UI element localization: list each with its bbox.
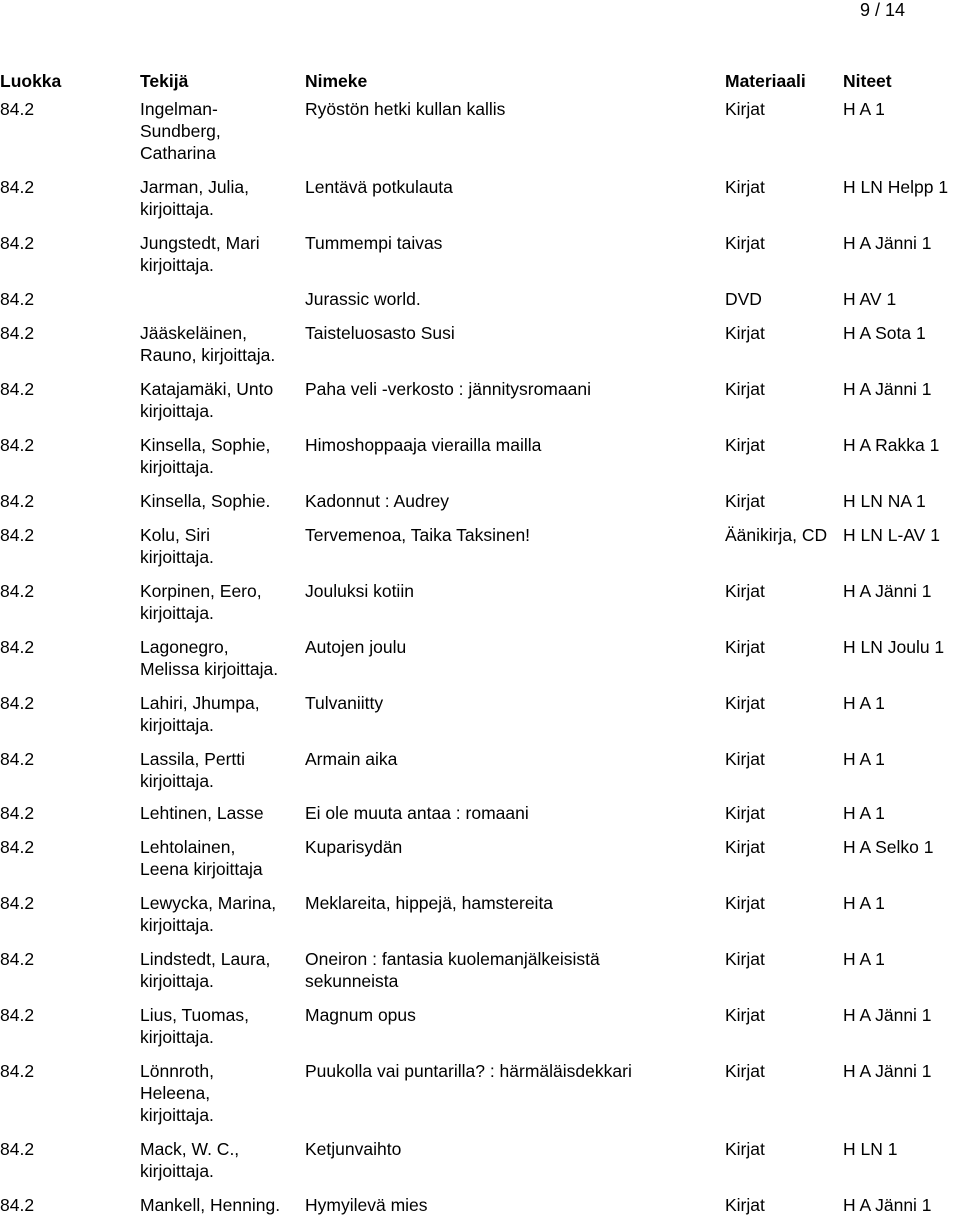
cell-materiaali: Kirjat bbox=[725, 99, 765, 119]
cell-nimeke: Lentävä potkulauta bbox=[305, 177, 453, 197]
cell-nimeke: Hymyilevä mies bbox=[305, 1195, 428, 1215]
cell-nimeke: Himoshoppaaja vierailla mailla bbox=[305, 435, 542, 455]
cell-tekija: Lassila, Pertti kirjoittaja. bbox=[140, 749, 246, 791]
cell-nimeke: Oneiron : fantasia kuolemanjälkeisistä sekunneista bbox=[305, 949, 600, 991]
cell-nimeke: Autojen joulu bbox=[305, 637, 407, 657]
cell-materiaali: Kirjat bbox=[725, 435, 765, 455]
cell-nimeke: Tervemenoa, Taika Taksinen! bbox=[305, 525, 531, 545]
cell-nimeke: Paha veli -verkosto : jännitysromaani bbox=[305, 379, 591, 399]
cell-tekija: Ingelman- Sundberg, Catharina bbox=[140, 99, 221, 163]
cell-niteet: H A 1 bbox=[843, 949, 885, 969]
cell-niteet: H LN NA 1 bbox=[843, 491, 926, 511]
cell-tekija: Lehtolainen, Leena kirjoittaja bbox=[140, 837, 263, 879]
cell-nimeke: Armain aika bbox=[305, 749, 398, 769]
cell-materiaali: Kirjat bbox=[725, 1195, 765, 1215]
header-nimeke: Nimeke bbox=[305, 71, 368, 91]
cell-luokka: 84.2 bbox=[0, 379, 35, 399]
cell-niteet: H A 1 bbox=[843, 749, 885, 769]
cell-nimeke: Taisteluosasto Susi bbox=[305, 323, 455, 343]
cell-materiaali: Kirjat bbox=[725, 949, 765, 969]
cell-materiaali: Kirjat bbox=[725, 693, 765, 713]
cell-niteet: H A Jänni 1 bbox=[843, 379, 932, 399]
cell-nimeke: Kuparisydän bbox=[305, 837, 403, 857]
cell-nimeke: Magnum opus bbox=[305, 1005, 416, 1025]
cell-tekija: Lehtinen, Lasse bbox=[140, 803, 264, 823]
cell-tekija: Jungstedt, Mari kirjoittaja. bbox=[140, 233, 260, 275]
cell-luokka: 84.2 bbox=[0, 1005, 35, 1025]
cell-materiaali: Kirjat bbox=[725, 177, 765, 197]
cell-tekija: Mack, W. C., kirjoittaja. bbox=[140, 1139, 240, 1181]
cell-tekija: Mankell, Henning. bbox=[140, 1195, 281, 1215]
table-header bbox=[0, 70, 960, 94]
page-number: 9 / 14 bbox=[859, 0, 905, 20]
cell-luokka: 84.2 bbox=[0, 233, 35, 253]
cell-materiaali: Kirjat bbox=[725, 1061, 765, 1081]
cell-nimeke: Jurassic world. bbox=[305, 289, 421, 309]
header-materiaali: Materiaali bbox=[725, 71, 806, 91]
cell-luokka: 84.2 bbox=[0, 1195, 35, 1215]
cell-niteet: H A 1 bbox=[843, 803, 885, 823]
cell-niteet: H A 1 bbox=[843, 693, 885, 713]
cell-tekija: Jääskeläinen, Rauno, kirjoittaja. bbox=[140, 323, 276, 365]
cell-niteet: H A Jänni 1 bbox=[843, 581, 932, 601]
cell-materiaali: Äänikirja, CD bbox=[725, 525, 828, 545]
cell-materiaali: Kirjat bbox=[725, 803, 765, 823]
cell-luokka: 84.2 bbox=[0, 637, 35, 657]
cell-niteet: H A Jänni 1 bbox=[843, 1061, 932, 1081]
cell-niteet: H A Jänni 1 bbox=[843, 1005, 932, 1025]
cell-niteet: H A Rakka 1 bbox=[843, 435, 940, 455]
cell-materiaali: Kirjat bbox=[725, 491, 765, 511]
cell-niteet: H A Jänni 1 bbox=[843, 1195, 932, 1215]
cell-tekija: Katajamäki, Unto kirjoittaja. bbox=[140, 379, 274, 421]
header-tekija: Tekijä bbox=[140, 71, 189, 91]
cell-niteet: H LN Helpp 1 bbox=[843, 177, 949, 197]
cell-materiaali: Kirjat bbox=[725, 893, 765, 913]
cell-niteet: H LN 1 bbox=[843, 1139, 898, 1159]
cell-niteet: H A Jänni 1 bbox=[843, 233, 932, 253]
cell-tekija: Kinsella, Sophie, kirjoittaja. bbox=[140, 435, 271, 477]
cell-niteet: H AV 1 bbox=[843, 289, 897, 309]
cell-nimeke: Jouluksi kotiin bbox=[305, 581, 414, 601]
cell-luokka: 84.2 bbox=[0, 525, 35, 545]
cell-tekija: Lewycka, Marina, kirjoittaja. bbox=[140, 893, 277, 935]
cell-materiaali: DVD bbox=[725, 289, 762, 309]
header-niteet: Niteet bbox=[843, 71, 892, 91]
cell-materiaali: Kirjat bbox=[725, 1139, 765, 1159]
header-luokka: Luokka bbox=[0, 71, 62, 91]
cell-luokka: 84.2 bbox=[0, 1061, 35, 1081]
cell-luokka: 84.2 bbox=[0, 893, 35, 913]
cell-niteet: H A Sota 1 bbox=[843, 323, 926, 343]
cell-tekija: Lius, Tuomas, kirjoittaja. bbox=[140, 1005, 249, 1047]
cell-materiaali: Kirjat bbox=[725, 749, 765, 769]
cell-nimeke: Tulvaniitty bbox=[305, 693, 384, 713]
cell-nimeke: Ryöstön hetki kullan kallis bbox=[305, 99, 506, 119]
cell-luokka: 84.2 bbox=[0, 177, 35, 197]
cell-nimeke: Tummempi taivas bbox=[305, 233, 443, 253]
cell-luokka: 84.2 bbox=[0, 435, 35, 455]
cell-niteet: H LN Joulu 1 bbox=[843, 637, 945, 657]
cell-materiaali: Kirjat bbox=[725, 837, 765, 857]
cell-tekija: Kolu, Siri kirjoittaja. bbox=[140, 525, 214, 567]
cell-tekija: Kinsella, Sophie. bbox=[140, 491, 271, 511]
cell-materiaali: Kirjat bbox=[725, 637, 765, 657]
cell-niteet: H A Selko 1 bbox=[843, 837, 934, 857]
cell-luokka: 84.2 bbox=[0, 491, 35, 511]
cell-materiaali: Kirjat bbox=[725, 323, 765, 343]
cell-materiaali: Kirjat bbox=[725, 581, 765, 601]
cell-luokka: 84.2 bbox=[0, 289, 35, 309]
cell-luokka: 84.2 bbox=[0, 581, 35, 601]
cell-materiaali: Kirjat bbox=[725, 233, 765, 253]
cell-nimeke: Puukolla vai puntarilla? : härmäläisdekkari bbox=[305, 1061, 632, 1081]
cell-tekija: Lönnroth, Heleena, kirjoittaja. bbox=[140, 1061, 214, 1125]
cell-nimeke: Ketjunvaihto bbox=[305, 1139, 402, 1159]
cell-luokka: 84.2 bbox=[0, 949, 35, 969]
cell-niteet: H LN L-AV 1 bbox=[843, 525, 940, 545]
cell-tekija: Lindstedt, Laura, kirjoittaja. bbox=[140, 949, 271, 991]
cell-nimeke: Kadonnut : Audrey bbox=[305, 491, 449, 511]
cell-luokka: 84.2 bbox=[0, 837, 35, 857]
cell-luokka: 84.2 bbox=[0, 803, 35, 823]
cell-materiaali: Kirjat bbox=[725, 1005, 765, 1025]
cell-tekija: Lahiri, Jhumpa, kirjoittaja. bbox=[140, 693, 260, 735]
cell-luokka: 84.2 bbox=[0, 749, 35, 769]
cell-luokka: 84.2 bbox=[0, 99, 35, 119]
cell-luokka: 84.2 bbox=[0, 323, 35, 343]
cell-niteet: H A 1 bbox=[843, 99, 885, 119]
cell-luokka: 84.2 bbox=[0, 1139, 35, 1159]
cell-tekija: Korpinen, Eero, kirjoittaja. bbox=[140, 581, 262, 623]
cell-tekija: Lagonegro, Melissa kirjoittaja. bbox=[140, 637, 279, 679]
cell-nimeke: Meklareita, hippejä, hamstereita bbox=[305, 893, 554, 913]
cell-luokka: 84.2 bbox=[0, 693, 35, 713]
cell-tekija: Jarman, Julia, kirjoittaja. bbox=[140, 177, 249, 219]
cell-nimeke: Ei ole muuta antaa : romaani bbox=[305, 803, 529, 823]
cell-niteet: H A 1 bbox=[843, 893, 885, 913]
cell-materiaali: Kirjat bbox=[725, 379, 765, 399]
